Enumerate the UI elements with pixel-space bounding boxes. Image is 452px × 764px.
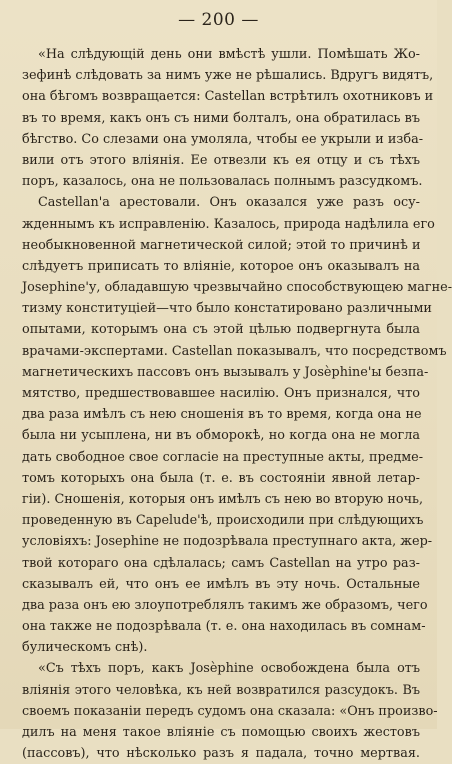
text-line: врачами-экспертами. Castellan показывалъ, что посредствомъ [22, 343, 447, 359]
text-line: дилъ на меня такое вліяніе съ помощью своихъ жестовъ [22, 725, 420, 740]
text-line: условіяхъ: Josephine не подозрѣвала преступнаго акта, жер- [22, 534, 433, 550]
text-line: жденнымъ къ исправленію. Казалось, природа надѣлила его [22, 216, 435, 232]
text-line: Josephine'у, обладавшую чрезвычайно способствующею магне- [22, 280, 452, 296]
text-line: гіи). Сношенія, которыя онъ имѣлъ съ нею во вторую ночь, [22, 491, 424, 507]
page-number: — 200 — [178, 10, 259, 30]
text-line: Castellan'a арестовали. Онъ оказался уже разъ осу- [38, 195, 420, 211]
text-line: сказывалъ ей, что онъ ее имѣлъ въ эту ночь. Остальные [22, 576, 420, 592]
text-line: булическомъ снѣ). [22, 640, 148, 656]
body-text [22, 44, 452, 764]
text-line: (пассовъ), что нѣсколько разъ я падала, точно мертвая. [22, 746, 420, 762]
text-line: опытами, которымъ она съ этой цѣлью подвергнута была [22, 322, 420, 338]
text-line: «Съ тѣхъ поръ, какъ Josèphine освобождена была отъ [38, 661, 420, 677]
text-line: зефинѣ слѣдовать за нимъ уже не рѣшались. Вдругъ видятъ, [22, 68, 434, 84]
text-line: она также не подозрѣвала (т. е. она находилась въ сомнам- [22, 619, 426, 635]
text-line: два раза имѣлъ съ нею сношенія въ то время, когда она не [22, 407, 422, 423]
text-line: твой котораго она сдѣлалась; самъ Castellan на утро раз- [22, 555, 420, 571]
text-line: была ни усыплена, ни въ обморокѣ, но когда она не могла [22, 428, 420, 444]
text-line: поръ, казалось, она не пользовалась полнымъ разсудкомъ. [22, 174, 423, 190]
text-line: слѣдуетъ приписать то вліяніе, которое онъ оказывалъ на [22, 258, 420, 274]
text-line: она бѣгомъ возвращается: Castellan встрѣтилъ охотниковъ и [22, 89, 434, 105]
text-line: своемъ показаніи передъ судомъ она сказала: «Онъ произво- [22, 703, 438, 719]
text-line: тизму конституціей—что было констатировано различными [22, 301, 432, 317]
text-line: два раза онъ ею злоупотреблялъ такимъ же образомъ, чего [22, 597, 428, 613]
text-line: бѣгство. Со слезами она умоляла, чтобы ее укрыли и изба- [22, 131, 424, 147]
text-line: мятство, предшествовавшее насилію. Онъ признался, что [22, 386, 420, 401]
text-line: вліянія этого человѣка, къ ней возвратился разсудокъ. Въ [22, 682, 420, 698]
text-line: вили отъ этого вліянія. Ее отвезли къ ея отцу и съ тѣхъ [22, 152, 420, 168]
text-line: томъ которыхъ она была (т. е. въ состояніи явной летар- [22, 470, 420, 486]
text-line: необыкновенной магнетической силой; этой то причинѣ и [22, 237, 421, 253]
text-line: «На слѣдующій день они вмѣстѣ ушли. Помѣшать Жо- [38, 47, 420, 62]
text-line: въ то время, какъ онъ съ ними болталъ, она обратилась въ [22, 110, 420, 126]
text-line: дать свободное свое согласіе на преступные акты, предме- [22, 449, 424, 465]
text-line: проведенную въ Capelude'ѣ, происходили при слѣдующихъ [22, 513, 424, 529]
text-line: магнетическихъ пассовъ онъ вызывалъ у Josèphine'ы безпа- [22, 364, 429, 380]
